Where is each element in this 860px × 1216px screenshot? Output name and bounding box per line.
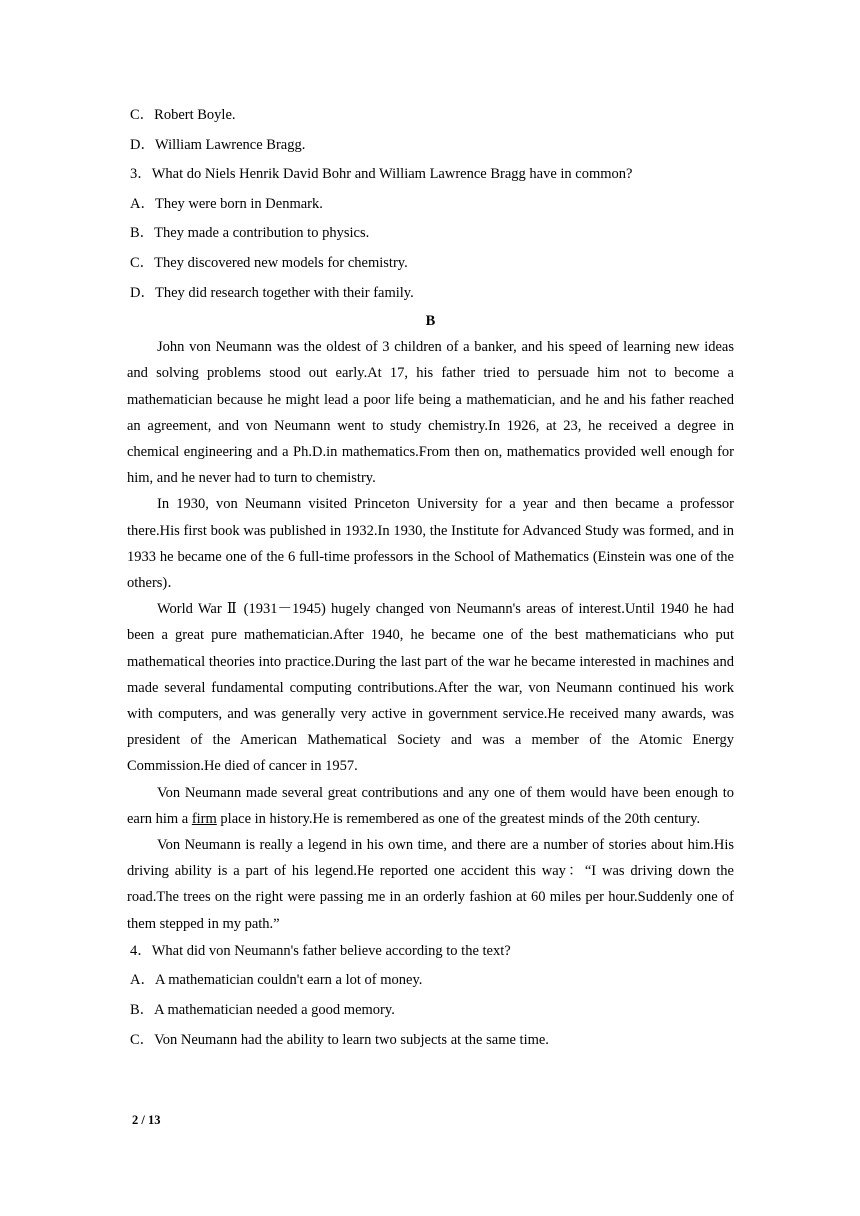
question-4-stem: 4．What did von Neumann's father believe according to the text?	[130, 942, 511, 959]
question-3-option-b: B．They made a contribution to physics.	[130, 225, 370, 242]
page-number: 2 / 13	[132, 1113, 161, 1127]
question-3-option-c: C．They discovered new models for chemistry.	[130, 254, 408, 271]
paragraph-4	[127, 780, 734, 832]
option-3c-prev: C．Robert Boyle.	[130, 107, 236, 123]
paragraph-5: Von Neumann is really a legend in his own time, and there are a number of stories about him.His driving ability is a part of his legend.He reported one accident this way：“I was driving down the road.The trees on the right were passing me in an orderly fashion at 60 miles per hour.Suddenly one of them stepped in my path.”	[127, 837, 734, 932]
paragraph-3: World War Ⅱ (1931－1945) hugely changed von Neumann's areas of interest.Until 1940 he had been a great pure mathematician.After 1940, he became one of the best mathematicians who put mathematical theories into practice.During the last part of the war he became interested in machines and made several fundamental computing contributions.After the war, von Neumann continued his work with computers, and was generally very active in government service.He received many awards, was president of the American Mathematical Society and was a member of the Atomic Energy Commission.He died of cancer in 1957.	[127, 601, 734, 775]
question-3-option-a: A．They were born in Denmark.	[130, 195, 323, 212]
question-3-stem: 3．What do Niels Henrik David Bohr and William Lawrence Bragg have in common?	[130, 166, 633, 183]
section-heading: B	[425, 313, 436, 330]
document-page	[127, 101, 734, 1055]
paragraph-2: In 1930, von Neumann visited Princeton University for a year and then became a professor there.His first book was published in 1932.In 1930, the Institute for Advanced Study was formed, and in 1933 he became one of the 6 full-time professors in the School of Mathematics (Einstein was one of the others)．	[127, 496, 734, 591]
paragraph-4-after: place in history.He is remembered as one of the greatest minds of the 20th century.	[216, 810, 701, 827]
question-4-block	[127, 937, 734, 1055]
question-4-option-a: A．A mathematician couldn't earn a lot of money.	[130, 972, 423, 989]
question-4-option-b: B．A mathematician needed a good memory.	[130, 1002, 395, 1019]
question-4-option-c: C．Von Neumann had the ability to learn two subjects at the same time.	[130, 1031, 549, 1048]
underlined-word-firm: firm	[191, 810, 217, 827]
paragraph-4-before: Von Neumann made several great contributions and any one of them would have been enough to earn him a	[127, 784, 734, 827]
paragraph-1: John von Neumann was the oldest of 3 children of a banker, and his speed of learning new ideas and solving problems stood out early.At 17, his father tried to persuade him not to become a mathematician because he might lead a poor life being a mathematician, and he and his father reached an agreement, and von Neumann went to study chemistry.In 1926, at 23, he received a degree in chemical engineering and a Ph.D.in mathematics.From then on, mathematics provided well enough for him, and he never had to turn to chemistry.	[127, 339, 734, 487]
question-3-option-d: D．They did research together with their family.	[130, 284, 414, 301]
option-3d-prev: D．William Lawrence Bragg.	[130, 136, 306, 153]
